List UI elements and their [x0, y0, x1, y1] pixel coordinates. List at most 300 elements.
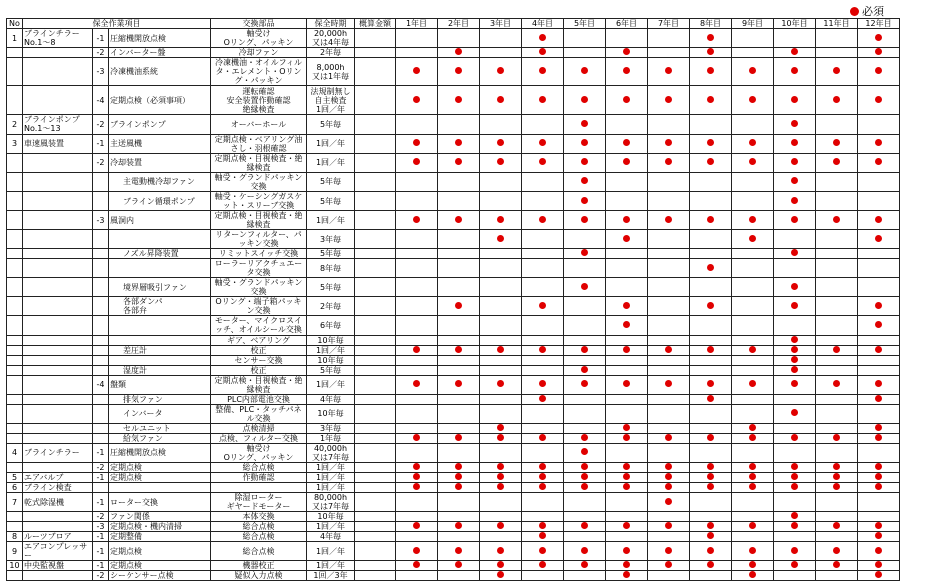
- required-dot-icon: [581, 346, 588, 353]
- budget-cell: [355, 512, 396, 522]
- row-no: 1: [7, 29, 23, 48]
- equipment-name: [23, 512, 93, 522]
- budget-cell: [355, 48, 396, 58]
- required-dot-icon: [581, 120, 588, 127]
- header-year: 6年目: [606, 19, 648, 29]
- year-cell: [732, 86, 774, 115]
- sub-number: -1: [93, 492, 109, 511]
- year-cell: [438, 58, 480, 86]
- work-item: [109, 355, 211, 365]
- required-dot-icon: [539, 380, 546, 387]
- year-cell: [732, 211, 774, 230]
- required-dot-icon: [623, 380, 630, 387]
- year-cell: [480, 571, 522, 581]
- year-cell: [438, 134, 480, 153]
- required-dot-icon: [707, 67, 714, 74]
- work-item: 定期点検・機内清掃: [109, 522, 211, 532]
- required-dot-icon: [455, 561, 462, 568]
- row-no: [7, 316, 23, 335]
- required-dot-icon: [707, 264, 714, 271]
- year-cell: [858, 433, 900, 443]
- row-no: [7, 522, 23, 532]
- required-dot-icon: [581, 216, 588, 223]
- year-cell: [858, 443, 900, 462]
- required-dot-icon: [833, 67, 840, 74]
- year-cell: [732, 512, 774, 522]
- required-dot-icon: [413, 434, 420, 441]
- required-dot-icon: [623, 321, 630, 328]
- year-cell: [648, 48, 690, 58]
- year-cell: [438, 86, 480, 115]
- year-cell: [690, 172, 732, 191]
- required-dot-icon: [623, 483, 630, 490]
- year-cell: [648, 472, 690, 482]
- required-dot-icon: [455, 434, 462, 441]
- required-dot-icon: [665, 346, 672, 353]
- year-cell: [648, 492, 690, 511]
- year-cell: [480, 462, 522, 472]
- equipment-name: [23, 316, 93, 335]
- year-cell: [690, 115, 732, 134]
- year-cell: [774, 211, 816, 230]
- year-cell: [606, 230, 648, 249]
- work-item: 定期点検: [109, 561, 211, 571]
- year-cell: [396, 492, 438, 511]
- year-cell: [606, 297, 648, 316]
- year-cell: [774, 153, 816, 172]
- work-item: 給気ファン: [109, 433, 211, 443]
- year-cell: [438, 345, 480, 355]
- sub-number: -1: [93, 29, 109, 48]
- required-dot-icon: [707, 547, 714, 554]
- required-dot-icon: [539, 96, 546, 103]
- year-cell: [816, 522, 858, 532]
- year-cell: [606, 355, 648, 365]
- year-cell: [690, 571, 732, 581]
- required-dot-icon: [413, 139, 420, 146]
- year-cell: [396, 86, 438, 115]
- year-cell: [774, 297, 816, 316]
- year-cell: [606, 404, 648, 423]
- year-cell: [396, 375, 438, 394]
- maintenance-period: 4年毎: [307, 532, 355, 542]
- year-cell: [732, 345, 774, 355]
- equipment-name: [23, 191, 93, 210]
- year-cell: [438, 365, 480, 375]
- required-dot-icon: [539, 483, 546, 490]
- year-cell: [690, 443, 732, 462]
- equipment-name: [23, 355, 93, 365]
- year-cell: [438, 335, 480, 345]
- required-dot-icon: [581, 283, 588, 290]
- row-no: 5: [7, 472, 23, 482]
- year-cell: [480, 335, 522, 345]
- year-cell: [564, 115, 606, 134]
- year-cell: [858, 522, 900, 532]
- year-cell: [648, 230, 690, 249]
- required-dot-icon: [665, 498, 672, 505]
- required-dot-icon: [875, 34, 882, 41]
- legend-label: 必須: [862, 5, 884, 18]
- year-cell: [648, 365, 690, 375]
- maintenance-period: 1年毎: [307, 433, 355, 443]
- year-cell: [564, 365, 606, 375]
- replacement-parts: ギア、ベアリング: [211, 335, 307, 345]
- required-dot-icon: [413, 216, 420, 223]
- required-dot-icon: [833, 473, 840, 480]
- required-dot-icon: [749, 139, 756, 146]
- year-cell: [438, 482, 480, 492]
- year-cell: [606, 532, 648, 542]
- required-dot-icon: [707, 395, 714, 402]
- year-cell: [648, 249, 690, 259]
- replacement-parts: 運転確認 安全装置作動確認 絶縁検査: [211, 86, 307, 115]
- year-cell: [606, 172, 648, 191]
- table-row: [7, 522, 900, 532]
- required-dot-icon: [497, 96, 504, 103]
- year-cell: [858, 29, 900, 48]
- year-cell: [480, 297, 522, 316]
- work-item: 差圧計: [109, 345, 211, 355]
- sub-number: -1: [93, 134, 109, 153]
- required-dot-icon: [791, 547, 798, 554]
- replacement-parts: 軸受・グランドパッキン交換: [211, 278, 307, 297]
- year-cell: [858, 365, 900, 375]
- required-dot-icon: [581, 547, 588, 554]
- required-dot-icon: [623, 434, 630, 441]
- replacement-parts: PLC内部電池交換: [211, 394, 307, 404]
- required-dot-icon: [581, 434, 588, 441]
- required-dot-icon: [665, 547, 672, 554]
- year-cell: [396, 571, 438, 581]
- year-cell: [522, 375, 564, 394]
- sub-number: -2: [93, 462, 109, 472]
- year-cell: [774, 365, 816, 375]
- year-cell: [480, 172, 522, 191]
- year-cell: [816, 355, 858, 365]
- maintenance-period: 5年毎: [307, 115, 355, 134]
- budget-cell: [355, 542, 396, 561]
- required-dot-icon: [455, 463, 462, 470]
- required-dot-icon: [665, 380, 672, 387]
- equipment-name: ブラインチラー: [23, 443, 93, 462]
- required-dot-icon: [581, 67, 588, 74]
- replacement-parts: 校正: [211, 345, 307, 355]
- year-cell: [564, 462, 606, 472]
- year-cell: [564, 492, 606, 511]
- year-cell: [690, 522, 732, 532]
- year-cell: [480, 230, 522, 249]
- year-cell: [606, 394, 648, 404]
- required-dot-icon: [875, 48, 882, 55]
- required-dot-icon: [749, 96, 756, 103]
- year-cell: [522, 335, 564, 345]
- year-cell: [858, 211, 900, 230]
- budget-cell: [355, 433, 396, 443]
- replacement-parts: 整備、PLC・タッチパネル交換: [211, 404, 307, 423]
- row-no: [7, 153, 23, 172]
- required-dot-icon: [791, 302, 798, 309]
- year-cell: [648, 375, 690, 394]
- required-dot-icon: [749, 346, 756, 353]
- year-cell: [858, 571, 900, 581]
- work-item: 排気ファン: [109, 394, 211, 404]
- year-cell: [438, 522, 480, 532]
- required-dot-icon: [581, 473, 588, 480]
- row-no: [7, 462, 23, 472]
- year-cell: [690, 48, 732, 58]
- year-cell: [480, 375, 522, 394]
- year-cell: [816, 58, 858, 86]
- required-dot-icon: [539, 532, 546, 539]
- required-dot-icon: [497, 434, 504, 441]
- year-cell: [690, 433, 732, 443]
- required-dot-icon: [749, 380, 756, 387]
- replacement-parts: 冷却ファン: [211, 48, 307, 58]
- sub-number: -2: [93, 571, 109, 581]
- year-cell: [816, 492, 858, 511]
- sub-number: [93, 433, 109, 443]
- year-cell: [396, 423, 438, 433]
- work-item: ブラインポンプ: [109, 115, 211, 134]
- table-row: [7, 512, 900, 522]
- replacement-parts: ローラーリアクチュエータ交換: [211, 259, 307, 278]
- year-cell: [606, 492, 648, 511]
- year-cell: [648, 394, 690, 404]
- work-item: 定期点検（必須事項）: [109, 86, 211, 115]
- replacement-parts: 軸受・ケーシングガスケット・スリーブ交換: [211, 191, 307, 210]
- replacement-parts: センサー交換: [211, 355, 307, 365]
- budget-cell: [355, 115, 396, 134]
- year-cell: [774, 86, 816, 115]
- required-dot-icon: [455, 473, 462, 480]
- equipment-name: [23, 365, 93, 375]
- budget-cell: [355, 532, 396, 542]
- year-cell: [858, 249, 900, 259]
- required-dot-icon: [497, 463, 504, 470]
- required-dot-icon: [707, 463, 714, 470]
- year-cell: [522, 211, 564, 230]
- required-dot-icon: [455, 380, 462, 387]
- year-cell: [732, 472, 774, 482]
- year-cell: [816, 211, 858, 230]
- year-cell: [816, 472, 858, 482]
- sub-number: -4: [93, 86, 109, 115]
- year-cell: [774, 29, 816, 48]
- year-cell: [858, 58, 900, 86]
- header-budget: 概算金額: [355, 19, 396, 29]
- year-cell: [816, 172, 858, 191]
- year-cell: [774, 433, 816, 443]
- required-dot-icon: [791, 434, 798, 441]
- budget-cell: [355, 29, 396, 48]
- maintenance-period: 1回／年: [307, 542, 355, 561]
- work-item: ノズル昇降装置: [109, 249, 211, 259]
- year-cell: [438, 571, 480, 581]
- table-row: [7, 335, 900, 345]
- year-cell: [522, 191, 564, 210]
- year-cell: [732, 542, 774, 561]
- year-cell: [648, 259, 690, 278]
- sub-number: -4: [93, 375, 109, 394]
- year-cell: [816, 153, 858, 172]
- year-cell: [480, 29, 522, 48]
- year-cell: [816, 191, 858, 210]
- year-cell: [816, 404, 858, 423]
- year-cell: [522, 316, 564, 335]
- year-cell: [690, 86, 732, 115]
- year-cell: [438, 492, 480, 511]
- year-cell: [816, 316, 858, 335]
- header-year: 2年目: [438, 19, 480, 29]
- year-cell: [774, 522, 816, 532]
- work-item: 定期点検: [109, 462, 211, 472]
- work-item: セルユニット: [109, 423, 211, 433]
- required-dot-icon: [749, 424, 756, 431]
- required-dot-icon: [875, 547, 882, 554]
- required-dot-icon: [875, 216, 882, 223]
- year-cell: [858, 355, 900, 365]
- required-dot-icon: [791, 380, 798, 387]
- required-dot-icon: [875, 346, 882, 353]
- year-cell: [648, 134, 690, 153]
- row-no: 10: [7, 561, 23, 571]
- year-cell: [438, 230, 480, 249]
- year-cell: [648, 512, 690, 522]
- year-cell: [564, 172, 606, 191]
- table-row: [7, 443, 900, 462]
- required-dot-icon: [875, 235, 882, 242]
- sub-number: -1: [93, 443, 109, 462]
- required-dot-icon: [623, 463, 630, 470]
- sub-number: -3: [93, 211, 109, 230]
- sub-number: -3: [93, 522, 109, 532]
- year-cell: [438, 512, 480, 522]
- year-cell: [648, 58, 690, 86]
- year-cell: [522, 48, 564, 58]
- year-cell: [858, 48, 900, 58]
- row-no: 7: [7, 492, 23, 511]
- legend-dot-icon: [850, 7, 859, 16]
- work-item: 圧縮機開放点検: [109, 29, 211, 48]
- year-cell: [522, 404, 564, 423]
- year-cell: [438, 443, 480, 462]
- year-cell: [774, 48, 816, 58]
- maintenance-period: 2年毎: [307, 48, 355, 58]
- year-cell: [648, 532, 690, 542]
- required-dot-icon: [539, 434, 546, 441]
- required-dot-icon: [749, 67, 756, 74]
- year-cell: [396, 394, 438, 404]
- required-dot-icon: [455, 216, 462, 223]
- equipment-name: [23, 423, 93, 433]
- required-dot-icon: [749, 158, 756, 165]
- year-cell: [396, 153, 438, 172]
- required-dot-icon: [539, 346, 546, 353]
- required-dot-icon: [791, 336, 798, 343]
- row-no: 2: [7, 115, 23, 134]
- work-item: [109, 482, 211, 492]
- table-row: [7, 433, 900, 443]
- required-dot-icon: [875, 532, 882, 539]
- year-cell: [648, 316, 690, 335]
- year-cell: [816, 365, 858, 375]
- required-dot-icon: [497, 139, 504, 146]
- year-cell: [732, 561, 774, 571]
- sub-number: [93, 345, 109, 355]
- year-cell: [816, 532, 858, 542]
- required-dot-icon: [539, 67, 546, 74]
- year-cell: [480, 394, 522, 404]
- year-cell: [606, 423, 648, 433]
- required-dot-icon: [791, 177, 798, 184]
- year-cell: [732, 462, 774, 472]
- year-cell: [522, 542, 564, 561]
- required-dot-icon: [749, 434, 756, 441]
- year-cell: [564, 482, 606, 492]
- header-work-item: 保全作業項目: [23, 19, 211, 29]
- replacement-parts: 総合点検: [211, 522, 307, 532]
- work-item: インバータ: [109, 404, 211, 423]
- required-dot-icon: [623, 48, 630, 55]
- header-year: 5年目: [564, 19, 606, 29]
- year-cell: [606, 249, 648, 259]
- equipment-name: [23, 211, 93, 230]
- year-cell: [774, 355, 816, 365]
- year-cell: [816, 542, 858, 561]
- header-year: 9年目: [732, 19, 774, 29]
- year-cell: [774, 482, 816, 492]
- year-cell: [564, 522, 606, 532]
- row-no: [7, 172, 23, 191]
- year-cell: [438, 153, 480, 172]
- required-dot-icon: [791, 139, 798, 146]
- required-dot-icon: [665, 139, 672, 146]
- required-dot-icon: [875, 158, 882, 165]
- year-cell: [606, 86, 648, 115]
- required-dot-icon: [623, 302, 630, 309]
- maintenance-period: 3年毎: [307, 423, 355, 433]
- required-dot-icon: [707, 48, 714, 55]
- maintenance-period: 1回／年: [307, 375, 355, 394]
- required-dot-icon: [707, 522, 714, 529]
- sub-number: [93, 355, 109, 365]
- required-dot-icon: [875, 67, 882, 74]
- required-dot-icon: [875, 96, 882, 103]
- required-dot-icon: [497, 216, 504, 223]
- year-cell: [606, 561, 648, 571]
- table-row: [7, 86, 900, 115]
- year-cell: [858, 335, 900, 345]
- year-cell: [816, 345, 858, 355]
- year-cell: [690, 561, 732, 571]
- year-cell: [606, 365, 648, 375]
- year-cell: [774, 394, 816, 404]
- year-cell: [606, 259, 648, 278]
- sub-number: -3: [93, 58, 109, 86]
- equipment-name: 中央監視盤: [23, 561, 93, 571]
- year-cell: [606, 278, 648, 297]
- year-cell: [606, 211, 648, 230]
- required-dot-icon: [665, 483, 672, 490]
- equipment-name: [23, 394, 93, 404]
- year-cell: [648, 297, 690, 316]
- year-cell: [606, 375, 648, 394]
- year-cell: [522, 278, 564, 297]
- year-cell: [690, 29, 732, 48]
- required-dot-icon: [833, 463, 840, 470]
- required-dot-icon: [623, 139, 630, 146]
